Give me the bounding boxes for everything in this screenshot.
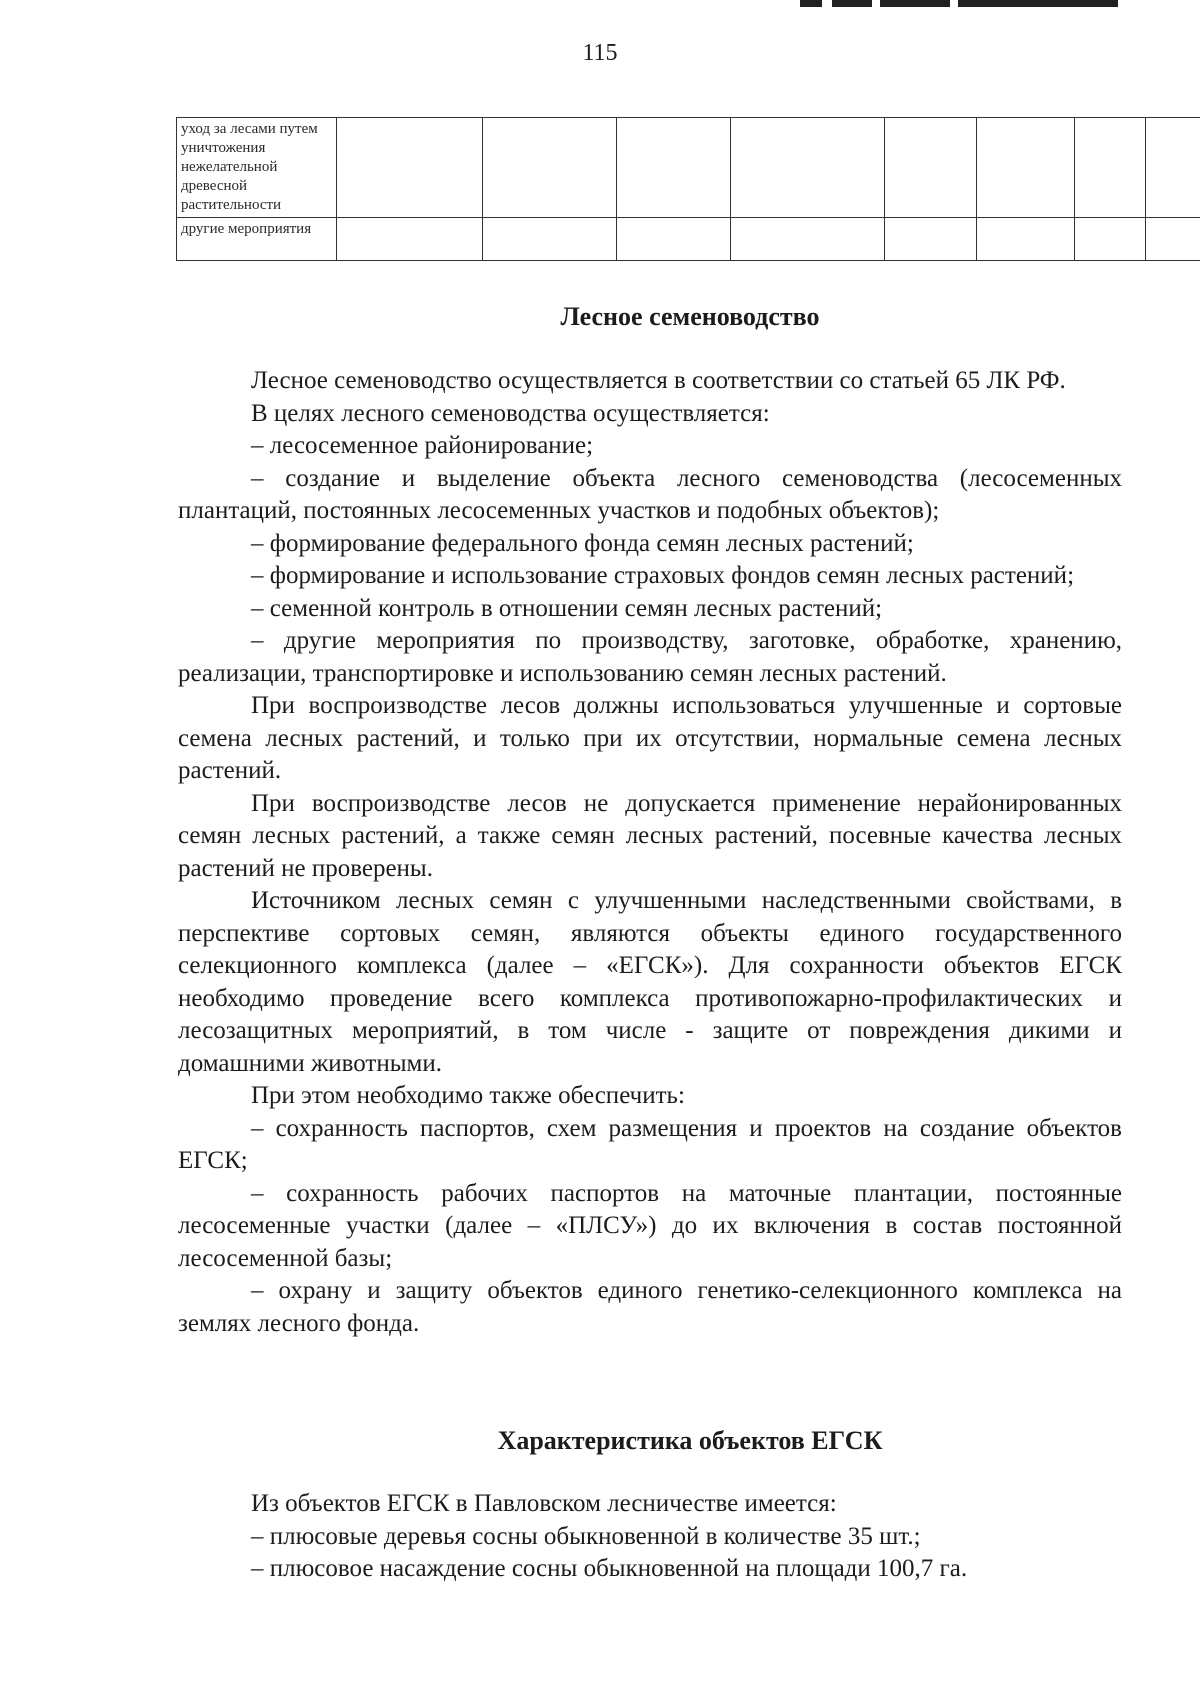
paragraph: В целях лесного семеноводства осуществляется:: [251, 399, 770, 427]
paragraph: Лесное семеноводство осуществляется в соответствии со статьей 65 ЛК РФ.: [251, 367, 1066, 394]
scan-artifact: [800, 0, 822, 7]
table-cell: [977, 118, 1075, 218]
table-row-label: уход за лесами путем уничтожения нежелательной древесной растительности: [177, 118, 337, 218]
paragraph: Источником лесных семян с улучшенными наследственными свойствами, в перспективе сортовых семян, являются объекты единого государственного селекционного комплекса (далее – «ЕГСК»). Для сохранности объектов ЕГСК необходимо проведение всего комплекса противопожарно-профилактических и лесозащитных мероприятий, в том числе - защите от повреждения дикими и домашними животными.: [178, 887, 1122, 1077]
scan-artifact: [880, 0, 950, 7]
table-cell: [337, 218, 483, 261]
table-cell: [1075, 218, 1146, 261]
list-item: – формирование федерального фонда семян лесных растений;: [251, 529, 914, 557]
table-cell: [1146, 118, 1200, 218]
section-body: [178, 1488, 1122, 1586]
table-cell: [337, 118, 483, 218]
page-number: 115: [582, 40, 618, 66]
list-item: – формирование и использование страховых фондов семян лесных растений;: [251, 562, 1075, 589]
paragraph: При воспроизводстве лесов не допускается применение нерайонированных семян лесных растений, а также семян лесных растений, посевные качества лесных растений не проверены.: [178, 789, 1122, 882]
paragraph: При этом необходимо также обеспечить:: [251, 1082, 685, 1109]
scan-artifact: [958, 0, 1118, 7]
table-row: [177, 218, 1200, 261]
paragraph: При воспроизводстве лесов должны использоваться улучшенные и сортовые семена лесных растений, и только при их отсутствии, нормальные семена лесных растений.: [178, 692, 1122, 784]
list-item: – плюсовое насаждение сосны обыкновенной на площади 100,7 га.: [251, 1555, 968, 1582]
table-cell: [731, 118, 885, 218]
scan-artifact: [832, 0, 872, 7]
section-title: Характеристика объектов ЕГСК: [497, 1426, 883, 1455]
table-cell: [731, 218, 885, 261]
table-cell: [977, 218, 1075, 261]
list-item: – создание и выделение объекта лесного семеноводства (лесосеменных плантаций, постоянных лесосеменных участков и подобных объектов);: [178, 464, 1122, 524]
table-cell: [483, 118, 617, 218]
list-item: – сохранность рабочих паспортов на маточные плантации, постоянные лесосеменные участки (далее – «ПЛСУ») до их включения в состав постоянной лесосеменной базы;: [178, 1179, 1122, 1272]
section-body: [178, 365, 1122, 1340]
section-title: Лесное семеноводство: [560, 302, 820, 331]
paragraph: Из объектов ЕГСК в Павловском лесничестве имеется:: [251, 1490, 837, 1517]
list-item: – плюсовые деревья сосны обыкновенной в количестве 35 шт.;: [251, 1522, 921, 1550]
activities-table: [176, 117, 1200, 261]
table-row: [177, 118, 1200, 218]
table-cell: [617, 118, 731, 218]
table-cell: [1075, 118, 1146, 218]
table-row-label: другие мероприятия: [177, 218, 337, 261]
table-cell: [885, 218, 977, 261]
table-cell: [1146, 218, 1200, 261]
table-cell: [617, 218, 731, 261]
list-item: – охрану и защиту объектов единого генетико-селекционного комплекса на землях лесного фонда.: [178, 1277, 1122, 1337]
list-item: – другие мероприятия по производству, заготовке, обработке, хранению, реализации, транспортировке и использованию семян лесных растений.: [178, 627, 1122, 687]
list-item: – сохранность паспортов, схем размещения и проектов на создание объектов ЕГСК;: [178, 1114, 1122, 1174]
list-item: – лесосеменное районирование;: [251, 432, 594, 459]
table-cell: [483, 218, 617, 261]
table-cell: [885, 118, 977, 218]
list-item: – семенной контроль в отношении семян лесных растений;: [251, 594, 883, 622]
